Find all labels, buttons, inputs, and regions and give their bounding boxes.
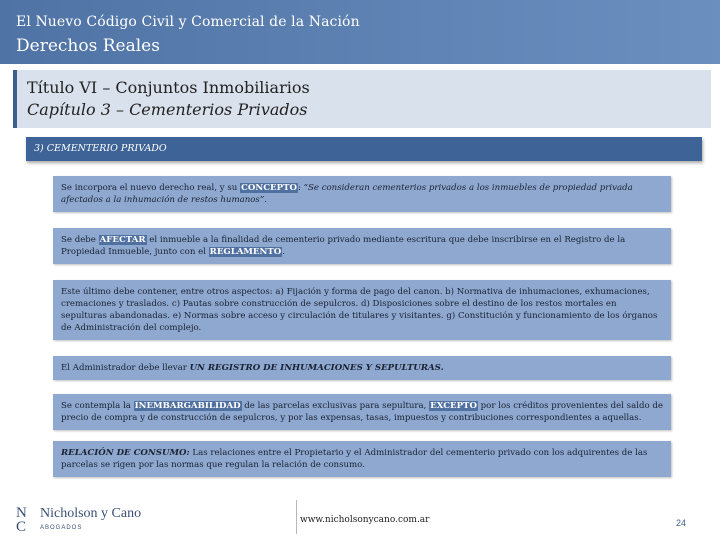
p5-text-a: Se contempla la (61, 401, 134, 411)
p5-text-c: por los créditos provenientes del saldo de precio de compra y de construcción de sepulcros, y por las expensas, tasas, impuestos y contribuciones correspondientes a aquellas. (61, 401, 663, 423)
section-label: 3) CEMENTERIO PRIVADO (34, 143, 167, 154)
p4-text-a: El Administrador debe llevar (61, 363, 190, 373)
p1-quote: “Se consideran cementerios privados a los inmuebles de propiedad privada afectados a la inhumación de restos humanos”. (61, 183, 633, 205)
paragraph-inembargabilidad (53, 394, 671, 430)
logo-monogram (16, 506, 27, 534)
p1-text-b: : (297, 183, 304, 193)
title-box (13, 70, 711, 128)
header-supertitle: El Nuevo Código Civil y Comercial de la Nación (16, 14, 360, 30)
p1-text-a: Se incorpora el nuevo derecho real, y su (61, 183, 241, 193)
paragraph-afectar (53, 228, 671, 264)
footer-separator (296, 500, 297, 534)
logo-name: Nicholson y Cano (40, 506, 142, 521)
p2-text-b: el inmueble a la finalidad de cementerio privado mediante escritura que debe inscribirse en el Registro de la Propiedad Inmueble, junto con el (61, 235, 626, 257)
title-line-2: Capítulo 3 – Cementerios Privados (27, 100, 308, 119)
p5-text-b: de las parcelas exclusivas para sepultura, (241, 401, 430, 411)
page-number: 24 (676, 518, 687, 528)
footer-url[interactable]: www.nicholsonycano.com.ar (300, 515, 430, 525)
logo-monogram-bottom: C (16, 519, 27, 535)
p1-highlight: CONCEPTO (241, 183, 297, 193)
p4-emphasis: UN REGISTRO DE INHUMACIONES Y SEPULTURAS. (189, 363, 444, 373)
logo-subtitle: ABOGADOS (40, 525, 83, 531)
logo-monogram-top: N (16, 505, 27, 521)
p3-text: Este último debe contener, entre otros aspectos: a) Fijación y forma de pago del canon. b) Normativa de inhumaciones, exhumaciones, cremaciones y traslados. c) Pautas sobre construcción de sepulcros. d) Disposiciones sobre el destino de los restos mortales en sepulturas abandonadas. e) Normas sobre acceso y circulación de titulares y visitantes. g) Constitución y funcionamiento de los órganos de Administración del complejo. (61, 287, 658, 333)
p2-highlight-1: AFECTAR (99, 235, 146, 245)
paragraph-concepto (53, 176, 671, 212)
p6-text-a: Las relaciones entre el Propietario y el Administrador del cementerio privado con los adquirentes de las parcelas se rigen por las normas que regulan la relación de consumo. (61, 448, 648, 470)
title-line-1: Título VI – Conjuntos Inmobiliarios (27, 78, 310, 97)
section-bar (26, 137, 702, 161)
paragraph-reglamento (53, 280, 671, 340)
paragraph-consumo (53, 441, 671, 477)
p2-text-c: . (282, 247, 285, 257)
p5-highlight-2: EXCEPTO (430, 401, 477, 411)
header-title: Derechos Reales (16, 36, 160, 56)
paragraph-registro (53, 356, 671, 380)
p5-highlight-1: INEMBARGABILIDAD (134, 401, 241, 411)
p2-highlight-2: REGLAMENTO (209, 247, 282, 257)
p6-emphasis: RELACIÓN DE CONSUMO: (61, 448, 190, 458)
slide-header (0, 0, 720, 64)
p2-text-a: Se debe (61, 235, 99, 245)
